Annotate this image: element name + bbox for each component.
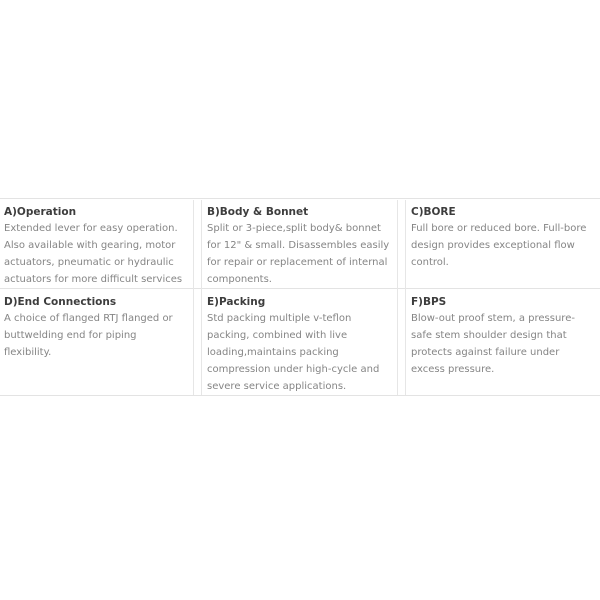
spec-table bbox=[0, 198, 600, 396]
spec-desc-line: for repair or replacement of internal bbox=[207, 256, 388, 268]
column-divider bbox=[405, 200, 406, 395]
spec-desc-line: safe stem shoulder design that bbox=[411, 329, 567, 341]
spec-title: D)End Connections bbox=[4, 296, 117, 308]
spec-desc-line: compression under high-cycle and bbox=[207, 363, 380, 375]
spec-title: C)BORE bbox=[411, 206, 456, 218]
spec-desc-line: actuators, pneumatic or hydraulic bbox=[4, 256, 174, 268]
spec-desc-line: flexibility. bbox=[4, 346, 52, 358]
spec-cell-end-connections bbox=[4, 295, 192, 361]
spec-title: B)Body & Bonnet bbox=[207, 206, 309, 218]
spec-cell-body-bonnet bbox=[207, 205, 395, 288]
spec-cell-operation bbox=[4, 205, 192, 288]
spec-cell-bps bbox=[411, 295, 599, 378]
spec-desc-line: buttwelding end for piping bbox=[4, 329, 137, 341]
spec-desc-line: Extended lever for easy operation. bbox=[4, 222, 178, 234]
spec-desc-line: loading,maintains packing bbox=[207, 346, 339, 358]
spec-desc-line: for 12" & small. Disassembles easily bbox=[207, 239, 390, 251]
spec-desc-line: severe service applications. bbox=[207, 380, 347, 392]
spec-desc-line: components. bbox=[207, 273, 272, 285]
spec-desc-line: Full bore or reduced bore. Full-bore bbox=[411, 222, 587, 234]
spec-desc-line: control. bbox=[411, 256, 449, 268]
spec-desc-line: Std packing multiple v-teflon bbox=[207, 312, 352, 324]
table-bottom-border bbox=[0, 395, 600, 396]
spec-desc-line: Blow-out proof stem, a pressure- bbox=[411, 312, 575, 324]
spec-desc-line: excess pressure. bbox=[411, 363, 495, 375]
column-divider bbox=[397, 200, 398, 395]
spec-desc-line: Also available with gearing, motor bbox=[4, 239, 176, 251]
spec-desc-line: Split or 3-piece,split body& bonnet bbox=[207, 222, 381, 234]
spec-desc-line: actuators for more difficult services bbox=[4, 273, 183, 285]
spec-cell-bore bbox=[411, 205, 599, 271]
spec-cell-packing bbox=[207, 295, 395, 395]
column-divider bbox=[201, 200, 202, 395]
row-divider bbox=[0, 288, 600, 289]
spec-desc-line: packing, combined with live bbox=[207, 329, 348, 341]
table-top-border bbox=[0, 198, 600, 199]
column-divider bbox=[193, 200, 194, 395]
spec-desc-line: A choice of flanged RTJ flanged or bbox=[4, 312, 173, 324]
spec-title: E)Packing bbox=[207, 296, 266, 308]
spec-title: F)BPS bbox=[411, 296, 447, 308]
spec-desc-line: design provides exceptional flow bbox=[411, 239, 575, 251]
spec-title: A)Operation bbox=[4, 206, 77, 218]
spec-desc-line: protects against failure under bbox=[411, 346, 560, 358]
